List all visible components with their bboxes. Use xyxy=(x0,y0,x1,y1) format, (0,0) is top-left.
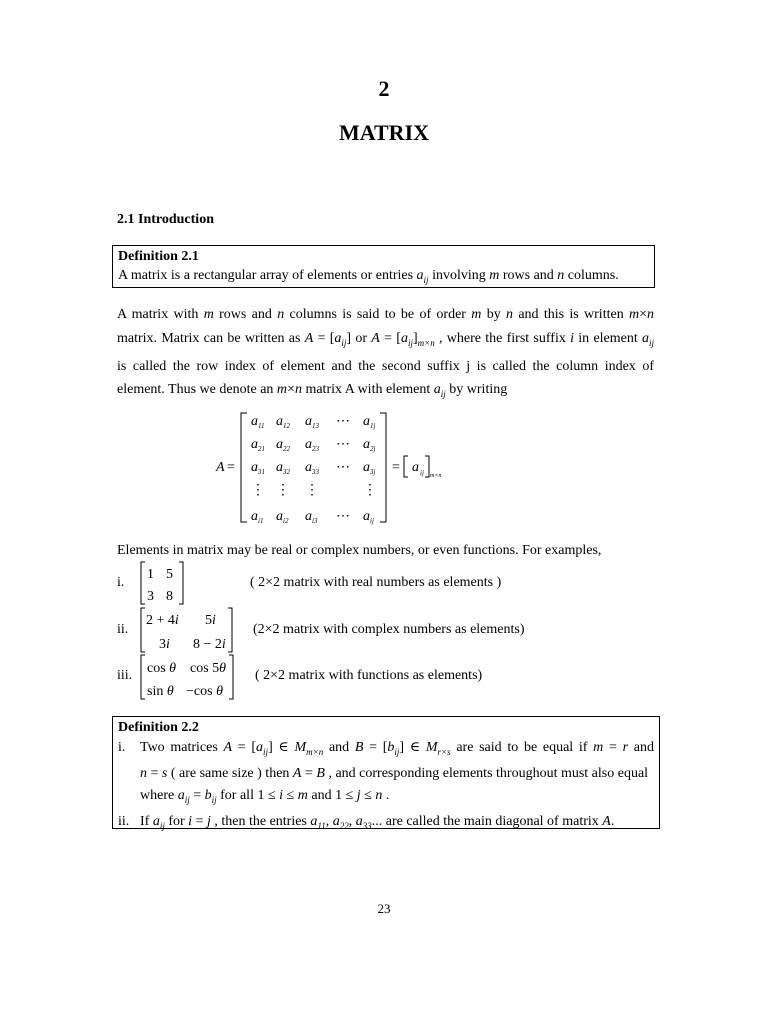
definition-2-1-heading: Definition 2.1 xyxy=(118,249,199,264)
example-3-matrix xyxy=(138,653,238,701)
def2-item-2-text: If $a_{ij}$ for i = j , then the entries $a_{11}$, $a_{22}$, $a_{33}$... are called the main diagonal of matrix A. xyxy=(140,813,615,831)
matrix-entry: $a_{3j}$ xyxy=(363,460,376,476)
rhs-order: m×n xyxy=(430,473,442,479)
ex1-entry: 5 xyxy=(166,567,173,582)
example-1-matrix xyxy=(138,560,188,606)
definition-2-2-item-2 xyxy=(118,811,654,837)
def2-item-1-line-2: n = s ( are same size ) then A = B , and corresponding elements throughout must also equal xyxy=(140,765,649,781)
ex3-entry: sin θ xyxy=(147,684,174,699)
matrix-rhs-equals: = xyxy=(392,460,400,475)
matrix-right-bracket xyxy=(380,413,386,522)
page-number: 23 xyxy=(377,901,391,916)
matrix-entry: $a_{11}$ xyxy=(251,414,265,430)
matrix-entries xyxy=(251,414,377,525)
matrix-entry: $a_{13}$ xyxy=(305,414,319,430)
matrix-entry: $a_{i2}$ xyxy=(276,509,289,525)
ex1-entry: 8 xyxy=(166,589,173,604)
ex3-entry: cos θ xyxy=(147,661,177,676)
def2-item-1-line-1: Two matrices $A = [a_{ij}]$ ∈ $M_{m\times n}$ and $B = [b_{ij}]$ ∈ $M_{r\times s}$ are said to be equal if m = r and xyxy=(140,740,654,757)
matrix-entry: ⋮ xyxy=(305,483,319,498)
definition-2-2-box xyxy=(112,716,660,829)
example-1-note: ( 2×2 matrix with real numbers as elements ) xyxy=(250,575,502,590)
rhs-left-bracket xyxy=(404,456,408,477)
matrix-entry: ⋯ xyxy=(336,509,350,524)
general-matrix-equation xyxy=(205,405,465,527)
rhs-right-bracket xyxy=(425,456,429,477)
ex1-entry: 1 xyxy=(147,567,154,582)
matrix-entry: $a_{i1}$ xyxy=(251,509,264,525)
intro-line-4: element. Thus we denote an m×n matrix A with element $a_{ij}$ by writing xyxy=(117,382,508,400)
def2-item-1-label: i. xyxy=(118,740,126,755)
svg-text:ij: ij xyxy=(420,469,424,477)
def2-item-1-line-3: where $a_{ij} = b_{ij}$ for all 1 ≤ i ≤ m and 1 ≤ j ≤ n . xyxy=(140,787,390,805)
ex2-entry: 3i xyxy=(159,637,170,652)
ex3-entry: cos 5θ xyxy=(190,661,227,676)
examples-intro: Elements in matrix may be real or complex numbers, or even functions. For examples, xyxy=(117,543,602,558)
ex2-entry: 5i xyxy=(205,613,216,628)
example-3-label: iii. xyxy=(117,668,133,683)
matrix-entry: $a_{33}$ xyxy=(305,460,319,476)
matrix-entry: ⋯ xyxy=(336,437,350,452)
matrix-entry: $a_{2j}$ xyxy=(363,437,376,453)
ex1-entry: 3 xyxy=(147,589,154,604)
example-2-matrix xyxy=(138,606,238,654)
section-heading: 2.1 Introduction xyxy=(117,212,214,227)
def2-item-2-label: ii. xyxy=(118,813,130,829)
chapter-number: 2 xyxy=(378,76,390,101)
matrix-equals: = xyxy=(227,460,235,475)
matrix-entry: ⋮ xyxy=(276,483,290,498)
matrix-entry: $a_{32}$ xyxy=(276,460,290,476)
ex3-entry: −cos θ xyxy=(186,684,223,699)
matrix-entry: ⋮ xyxy=(251,483,265,498)
ex2-entry: 8 − 2i xyxy=(193,637,226,652)
example-2-note: (2×2 matrix with complex numbers as elements) xyxy=(253,622,525,637)
matrix-entry: $a_{12}$ xyxy=(276,414,290,430)
matrix-entry: $a_{22}$ xyxy=(276,437,290,453)
matrix-entry: $a_{31}$ xyxy=(251,460,265,476)
ex2-entry: 2 + 4i xyxy=(146,613,179,628)
intro-line-2: matrix. Matrix can be written as $A = [a_{ij}]$ or $A = [a_{ij}]_{m\times n}$ , where the first suffix i in element $a_{ij}$ xyxy=(117,330,655,348)
matrix-entry: $a_{23}$ xyxy=(305,437,319,453)
intro-paragraph xyxy=(117,303,654,407)
intro-line-1: A matrix with m rows and n columns is said to be of order m by n and this is written m×n xyxy=(117,307,655,322)
rhs-entry: a xyxy=(412,460,419,475)
matrix-entry: ⋯ xyxy=(336,414,350,429)
matrix-entry: $a_{i3}$ xyxy=(305,509,318,525)
matrix-entry: $a_{ij}$ xyxy=(363,509,374,525)
matrix-entry: ⋮ xyxy=(363,483,377,498)
chapter-title: MATRIX xyxy=(338,120,430,145)
matrix-entry: ⋯ xyxy=(336,460,350,475)
definition-2-1-box xyxy=(112,245,655,288)
example-1-label: i. xyxy=(117,575,125,590)
matrix-left-bracket xyxy=(241,413,247,522)
intro-line-3: is called the row index of element and the second suffix j is called the column index of xyxy=(117,358,654,374)
definition-2-2-heading: Definition 2.2 xyxy=(118,720,199,735)
example-3-note: ( 2×2 matrix with functions as elements) xyxy=(255,668,483,683)
matrix-entry: $a_{21}$ xyxy=(251,437,265,453)
matrix-lhs: A xyxy=(216,460,225,475)
matrix-entry: $a_{1j}$ xyxy=(363,414,376,430)
definition-2-2-item-1 xyxy=(118,737,654,811)
example-2-label: ii. xyxy=(117,622,129,637)
definition-2-1-text: A matrix is a rectangular array of elements or entries $a_{ij}$ involving m rows and n columns. xyxy=(118,268,619,285)
